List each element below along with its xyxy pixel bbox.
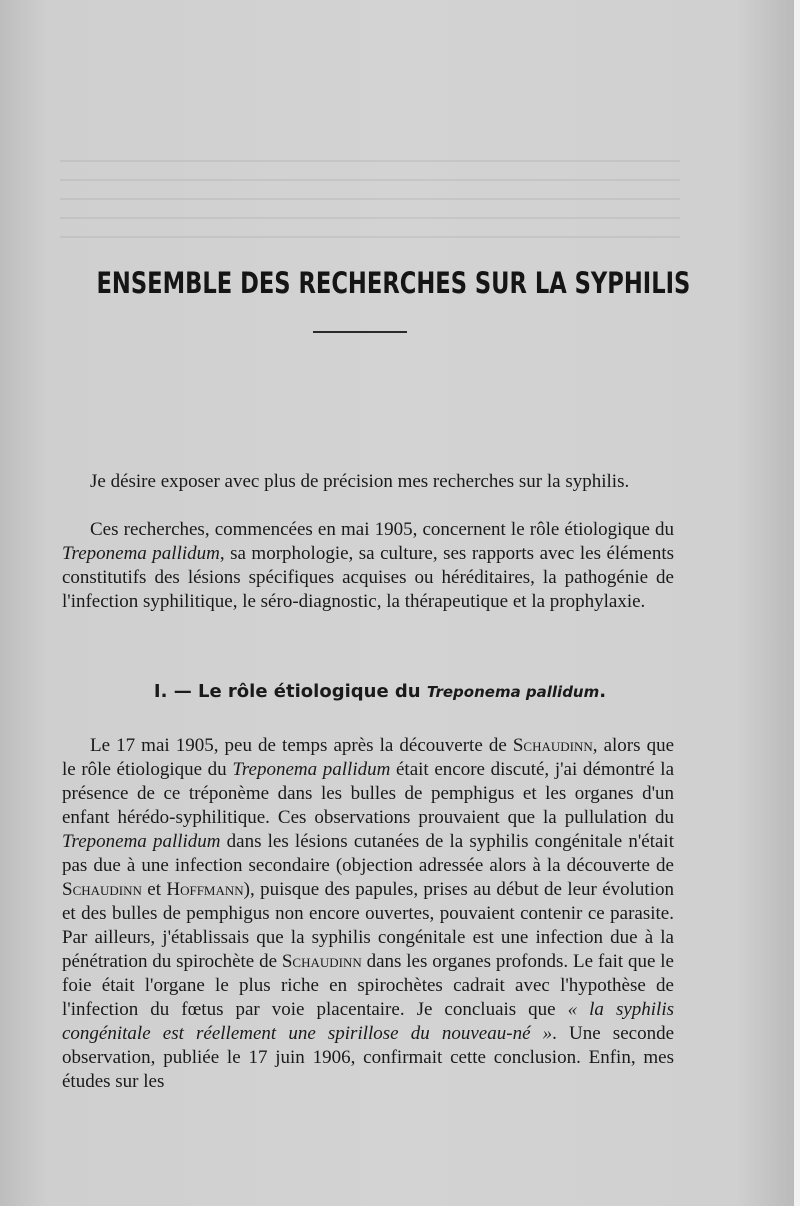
intro-text: Ces recherches, commencées en mai 1905, concernent le rôle étiologique du bbox=[90, 519, 674, 540]
quotation: « la syphilis congénitale est réellement une spirillose du nouveau-né » bbox=[62, 999, 675, 1044]
section-body-paragraph bbox=[62, 734, 674, 1094]
title-divider bbox=[313, 331, 407, 333]
species-name: Treponema pallidum bbox=[232, 759, 391, 780]
section-heading bbox=[0, 681, 760, 702]
page-title: ENSEMBLE DES RECHERCHES SUR LA SYPHILIS bbox=[96, 266, 691, 300]
heading-species-name: Treponema pallidum bbox=[426, 683, 600, 701]
show-through-text bbox=[60, 160, 680, 250]
body-text: . Une seconde observation, publiée le 17 juin 1906, confirmait cette conclusion. Enfin, mes études sur les bbox=[62, 1023, 674, 1092]
body-text: était encore discuté, j'ai démontré la présence de ce tréponème dans les bulles de pemphigus et les organes d'un enfant hérédo-syphilitique. Ces observations prouvaient que la pullulation du bbox=[62, 759, 675, 828]
heading-text: I. — Le rôle étiologique du bbox=[153, 681, 427, 702]
body-text: , alors que le rôle étiologique du bbox=[62, 735, 674, 780]
author-name: Schaudinn bbox=[62, 879, 142, 900]
body-text: dans les organes profonds. Le fait que le foie était l'organe le plus riche en spirochètes cadrait avec l'hypothèse de l'infection du fœtus par voie placentaire. Je concluais que bbox=[62, 951, 674, 1020]
body-text: dans les lésions cutanées de la syphilis congénitale n'était pas due à une infection secondaire (objection adressée alors à la découverte de bbox=[62, 831, 674, 876]
intro-paragraph-1: Je désire exposer avec plus de précision mes recherches sur la syphilis. bbox=[90, 471, 630, 492]
intro-text: , sa morphologie, sa culture, ses rapports avec les éléments constitutifs des lésions spécifiques acquises ou héréditaires, la pathogénie de l'infection syphilitique, le séro-diagnostic, la thérapeutique et la prophylaxie. bbox=[62, 543, 674, 612]
intro-paragraph-2 bbox=[62, 518, 674, 614]
body-text: et bbox=[141, 879, 167, 900]
heading-punctuation: . bbox=[599, 681, 607, 702]
page-edge bbox=[794, 0, 800, 1206]
body-text: Le 17 mai 1905, peu de temps après la découverte de bbox=[90, 735, 513, 756]
author-name: Schaudinn bbox=[281, 951, 362, 972]
author-name: Schaudinn bbox=[512, 735, 593, 756]
species-name: Treponema pallidum bbox=[62, 831, 221, 852]
author-name: Hoffmann bbox=[166, 879, 244, 900]
body-text: ), puisque des papules, prises au début de leur évolution et des bulles de pemphigus non encore ouvertes, pouvaient contenir ce parasite. Par ailleurs, j'établissais que la syphilis congénitale est une infection due à la pénétration du spirochète de bbox=[62, 879, 674, 972]
species-name: Treponema pallidum bbox=[62, 543, 220, 564]
